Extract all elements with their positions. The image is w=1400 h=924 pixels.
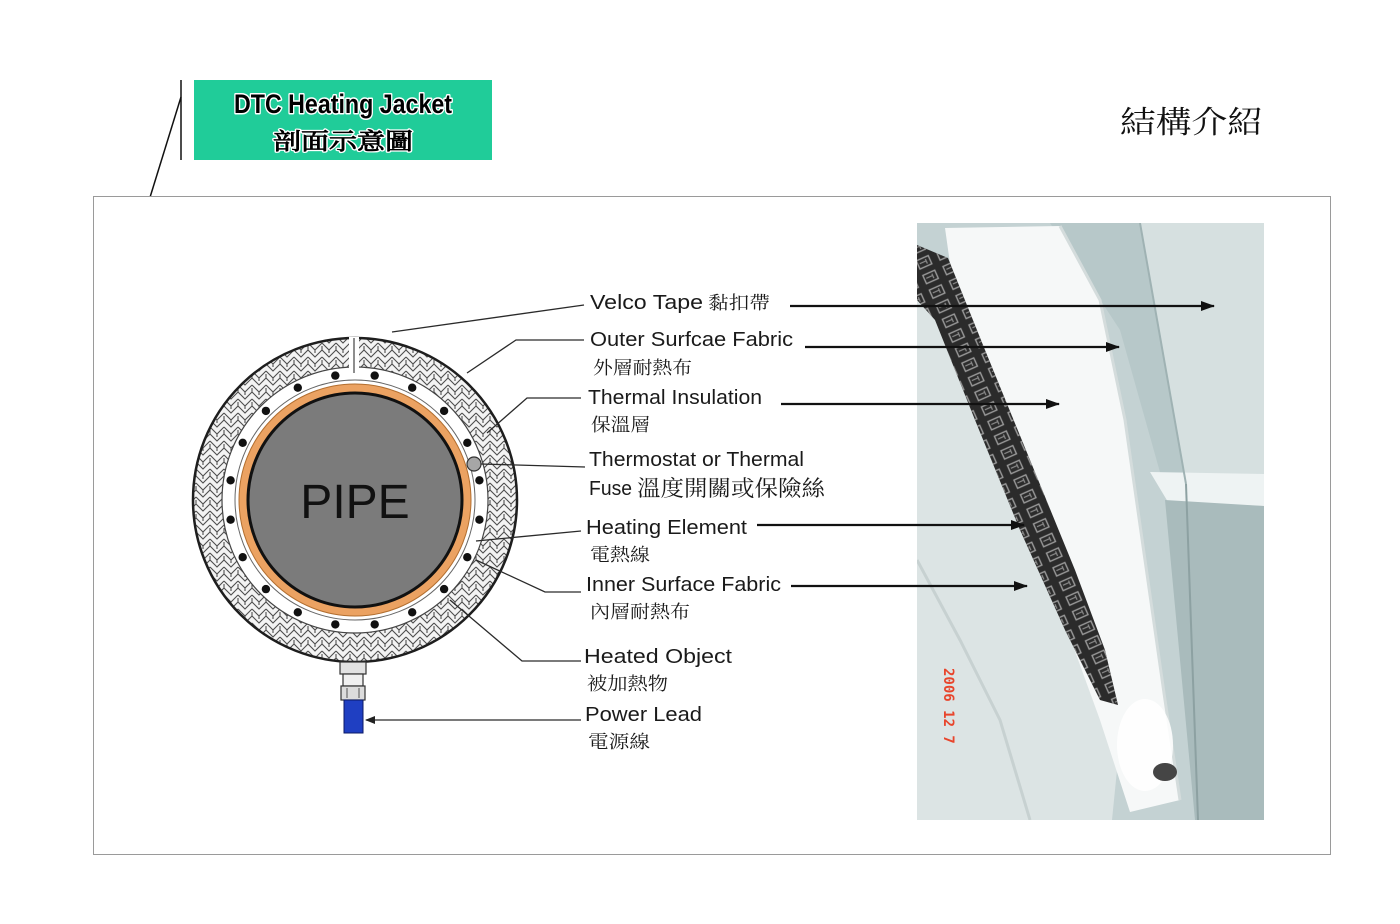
power-lead-rod	[344, 700, 363, 733]
heating-element-dot	[262, 407, 270, 415]
thermostat-icon	[467, 457, 481, 471]
pipe-label: PIPE	[300, 476, 410, 529]
label-thermostat-en: Thermostat or Thermal	[589, 449, 804, 471]
label-thermal-insulation-zh: 保溫層	[591, 415, 650, 436]
label-outer-fabric-zh: 外層耐熱布	[593, 358, 692, 379]
heating-element-dot	[294, 384, 302, 392]
heating-element-dot	[475, 476, 483, 484]
label-thermostat-en2: Fuse	[589, 478, 632, 500]
label-inner-fabric-zh: 內層耐熱布	[590, 602, 690, 623]
heating-element-dot	[463, 439, 471, 447]
section-heading: 結構介紹	[1120, 105, 1263, 141]
heating-element-dot	[331, 371, 339, 379]
title-banner	[194, 80, 492, 160]
heating-element-dot	[239, 553, 247, 561]
heating-element-dot	[262, 585, 270, 593]
label-velco-tape-zh: 黏扣帶	[708, 293, 770, 314]
heating-element-dot	[408, 384, 416, 392]
label-thermal-insulation-en: Thermal Insulation	[588, 387, 762, 409]
heating-element-dot	[371, 620, 379, 628]
label-heating-element-zh: 電熱線	[590, 545, 650, 566]
heating-element-dot	[408, 608, 416, 616]
label-power-lead-zh: 電源線	[588, 732, 650, 753]
velcro-seam	[349, 337, 359, 374]
banner-title: DTC Heating Jacket	[234, 89, 453, 119]
label-heating-element-en: Heating Element	[586, 517, 748, 539]
label-outer-fabric-en: Outer Surfcae Fabric	[590, 329, 793, 351]
label-velco-tape	[590, 292, 770, 314]
label-inner-fabric-en: Inner Surface Fabric	[586, 574, 781, 596]
heating-element-dot	[371, 371, 379, 379]
heating-element-dot	[226, 516, 234, 524]
heating-element-dot	[239, 439, 247, 447]
label-heated-object-zh: 被加熱物	[587, 674, 668, 695]
label-power-lead-en: Power Lead	[585, 704, 702, 726]
heating-element-dot	[226, 476, 234, 484]
heating-element-dot	[294, 608, 302, 616]
label-thermostat-zh: 溫度開關或保險絲	[637, 477, 827, 502]
photo-date-stamp: 2006 12 7	[940, 668, 956, 744]
jacket-photo	[917, 223, 1264, 820]
heating-element-dot	[440, 585, 448, 593]
heating-element-dot	[463, 553, 471, 561]
heating-element-dot	[331, 620, 339, 628]
label-heated-object-en: Heated Object	[584, 646, 733, 668]
heating-element-dot	[440, 407, 448, 415]
banner-subtitle: 剖面示意圖	[273, 128, 413, 155]
heating-element-dot	[475, 516, 483, 524]
power-lead-connector	[340, 662, 366, 700]
label-velco-tape-en: Velco Tape	[590, 292, 703, 314]
